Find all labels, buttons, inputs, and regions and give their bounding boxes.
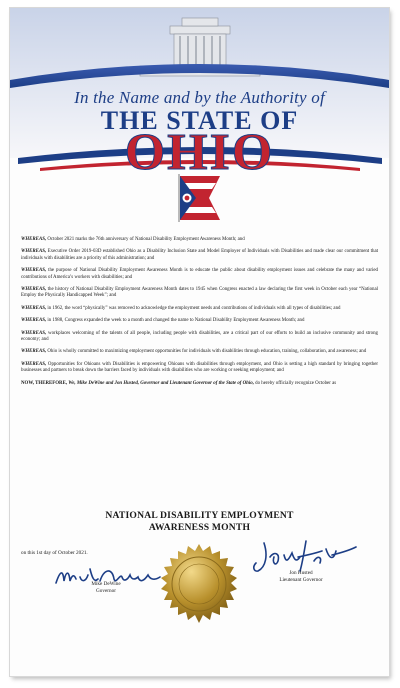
whereas-paragraph <box>21 349 378 355</box>
whereas-lead: WHEREAS, <box>21 305 47 311</box>
proclamation-title-line-1: NATIONAL DISABILITY EMPLOYMENT <box>105 510 294 521</box>
whereas-text: workplaces welcoming of the talents of all people, including people with disabilities, are a critical part of our efforts to build an inclusive community and strong economy; and <box>21 330 378 343</box>
ohio-wordmark: OHIO <box>124 124 275 181</box>
whereas-lead: WHEREAS, <box>21 318 47 324</box>
whereas-paragraph <box>21 268 378 281</box>
whereas-paragraph <box>21 249 378 262</box>
lieutenant-governor-name: Jon Husted <box>289 570 313 576</box>
whereas-paragraph <box>21 331 378 344</box>
governor-signature-block <box>50 581 162 594</box>
whereas-text: Executive Order 2019-03D established Ohio as a Disability Inclusion State and Model Employer of Individuals with Disabilities and made clear our commitment that individuals with disabilities are a priority of this administration; and <box>21 249 378 261</box>
proclamation-title-line-2: AWARENESS MONTH <box>148 522 251 533</box>
whereas-text: in 1988, Congress expanded the week to a month and changed the name to National Disability Employment Awareness Month; and <box>46 318 305 324</box>
date-line: on this 1st day of October 2021. <box>21 550 88 556</box>
authority-line: In the Name and by the Authority of <box>74 88 325 107</box>
whereas-paragraph <box>21 318 378 324</box>
governor-names: We, Mike DeWine and Jon Husted, Governor and Lieutenant Governor of the State of Ohio, <box>67 380 254 386</box>
governor-name: Mike DeWine <box>91 581 121 587</box>
whereas-paragraph <box>21 306 378 312</box>
whereas-paragraph <box>21 287 378 300</box>
proclamation-title <box>10 510 389 534</box>
whereas-lead: WHEREAS, <box>21 330 47 336</box>
whereas-lead: WHEREAS, <box>21 361 47 367</box>
whereas-text: Ohio is wholly committed to maximizing employment opportunities for individuals with disabilities through education, training, collaboration, and awareness; and <box>46 349 367 355</box>
whereas-lead: WHEREAS, <box>21 237 47 242</box>
whereas-text: Opportunities for Ohioans with Disabilities is empowering Ohioans with disabilities through employment, and Ohio is setting a high standard by bringing together businesses and partners to break down the barriers faced by individuals with disabilities who are working or seeking employment; and <box>21 361 378 374</box>
whereas-text: the history of National Disability Employment Awareness Month dates to 1945 when Congress enacted a law declaring the first week in October each year “National Employ the Physically Handicapped Week”; and <box>21 287 378 299</box>
state-header <box>10 8 389 236</box>
whereas-lead: WHEREAS, <box>21 268 47 274</box>
whereas-text: the purpose of National Disability Employment Awareness Month is to educate the public about disability employment issues and celebrate the many and varied contributions of America’s workers with disabilities; and <box>21 268 378 280</box>
state-of-line: THE STATE OF <box>100 106 299 135</box>
proclamation-body <box>21 237 378 393</box>
now-therefore-text: do hereby officially recognize October as <box>253 380 337 386</box>
proclamation-document <box>10 8 389 676</box>
whereas-lead: WHEREAS, <box>21 249 47 255</box>
now-therefore-paragraph <box>21 381 378 387</box>
governor-title: Governor <box>96 587 116 594</box>
whereas-text: October 2021 marks the 76th anniversary of National Disability Employment Awareness Month; and <box>46 237 245 242</box>
lieutenant-governor-signature-block <box>241 570 361 583</box>
whereas-paragraph <box>21 362 378 375</box>
whereas-paragraph <box>21 237 378 243</box>
whereas-text: in 1962, the word “physically” was removed to acknowledge the employment needs and contributions of individuals with all types of disabilities; and <box>46 305 341 311</box>
whereas-lead: WHEREAS, <box>21 287 47 293</box>
whereas-lead: WHEREAS, <box>21 349 47 355</box>
lieutenant-governor-title: Lieutenant Governor <box>279 576 323 583</box>
now-therefore-lead: NOW, THEREFORE, <box>21 380 68 386</box>
gold-seal-icon <box>157 543 241 627</box>
